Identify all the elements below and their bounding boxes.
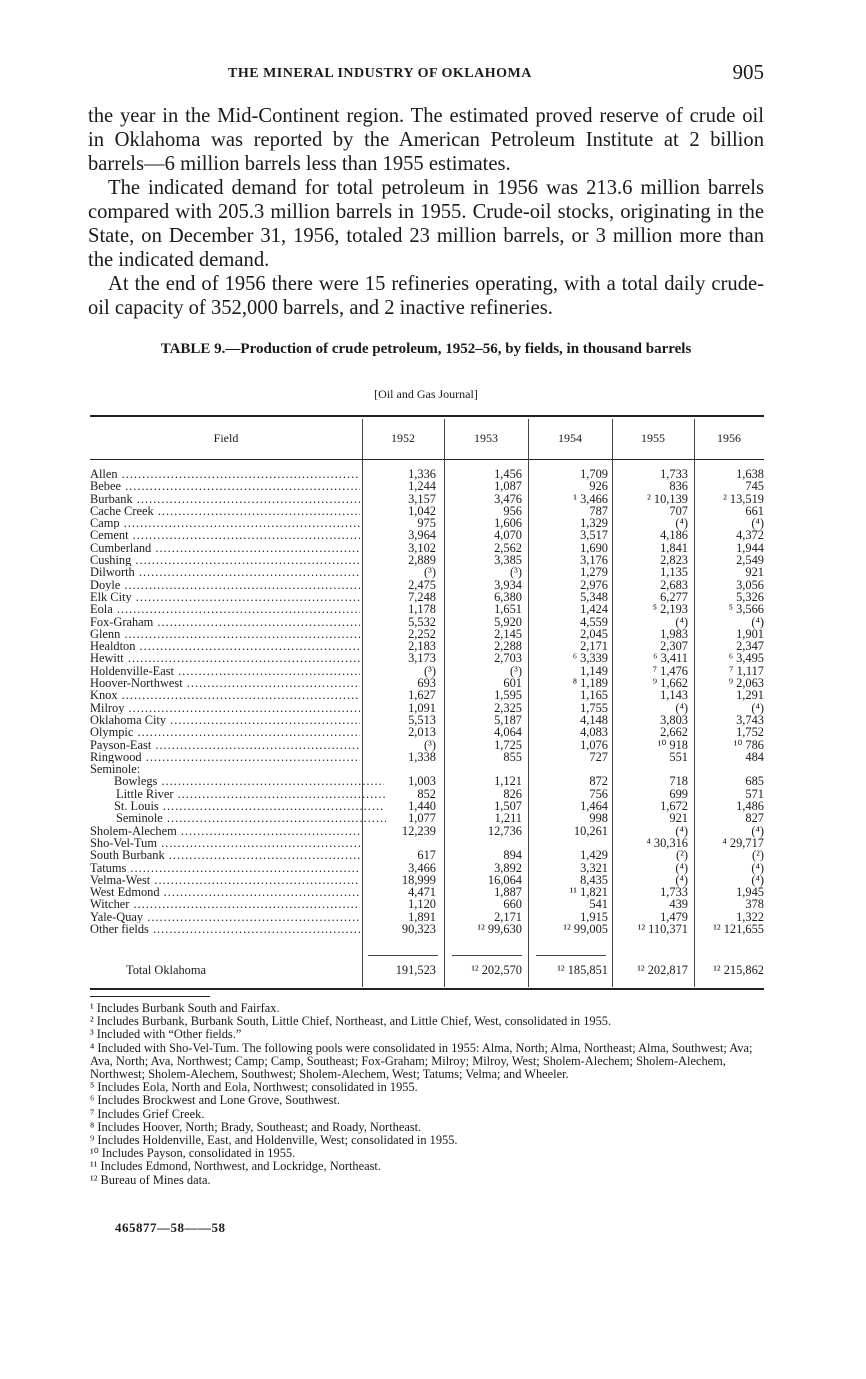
cell-value: 1,755 [580, 700, 608, 715]
field-name: Witcher ..... [90, 898, 360, 910]
cell-value: 699 [669, 786, 688, 801]
cell-value: 1,733 [660, 885, 688, 900]
cell-value: 2,562 [494, 540, 522, 555]
table-row [90, 480, 764, 492]
cell-value: 18,999 [401, 872, 436, 887]
total-1956: ¹² 215,862 [713, 963, 764, 977]
cell-value: 1,690 [580, 540, 608, 555]
cell-value: ¹² 99,630 [477, 921, 522, 936]
cell-value: 1,944 [736, 540, 764, 555]
cell-value: 2,288 [494, 639, 522, 654]
cell-value: 2,823 [660, 553, 688, 568]
cell-value: 5,326 [736, 589, 764, 604]
total-1952: 191,523 [395, 963, 436, 977]
cell-value: 826 [503, 786, 522, 801]
cell-value: 5,513 [408, 712, 436, 727]
cell-value: 836 [669, 479, 688, 494]
column-header-1955: 1955 [641, 431, 665, 445]
cell-value: (³) [424, 663, 436, 678]
field-name: Bowlegs ..... [90, 775, 384, 787]
cell-value: 2,325 [494, 700, 522, 715]
footnote: ¹ Includes Burbank South and Fairfax. [90, 1001, 280, 1015]
field-name: St. Louis ..... [90, 800, 384, 812]
cell-value: 3,056 [736, 577, 764, 592]
total-rule [536, 955, 606, 956]
cell-value: (⁴) [751, 872, 764, 887]
cell-value: 5,348 [580, 589, 608, 604]
cell-value: 1,606 [494, 516, 522, 531]
cell-value: (⁴) [751, 860, 764, 875]
table-top-rule [90, 415, 764, 417]
cell-value: 756 [589, 786, 608, 801]
cell-value: 2,475 [408, 577, 436, 592]
cell-value: 1,709 [580, 467, 608, 481]
cell-value: 2,662 [660, 725, 688, 740]
table-row [90, 812, 764, 824]
field-name: Velma-West ..... [90, 874, 360, 886]
cell-value: 2,976 [580, 577, 608, 592]
cell-value: ² 10,139 [647, 491, 688, 506]
cell-value: 1,244 [408, 479, 436, 494]
field-name: Glenn ..... [90, 628, 360, 640]
field-name: Seminole ..... [90, 812, 386, 824]
cell-value: 3,743 [736, 712, 764, 727]
cell-value: 3,176 [580, 553, 608, 568]
cell-value: 1,891 [408, 909, 436, 924]
cell-value: 1,440 [408, 799, 436, 814]
cell-value: 1,143 [660, 688, 688, 703]
cell-value: ⁹ 2,063 [728, 676, 764, 691]
cell-value: 1,149 [580, 663, 608, 678]
cell-value: 2,889 [408, 553, 436, 568]
column-header-1953: 1953 [474, 431, 498, 445]
cell-value: (³) [424, 565, 436, 580]
cell-value: 1,945 [736, 885, 764, 900]
cell-value: 4,148 [580, 712, 608, 727]
table-title: TABLE 9.—Production of crude petroleum, 1952–56, by fields, in thousand barrels [160, 341, 692, 357]
footnote: ⁵ Includes Eola, North and Eola, Northwest; consolidated in 1955. [90, 1080, 418, 1095]
cell-value: 1,042 [408, 503, 436, 518]
paragraph-1: the year in the Mid-Continent region. The estimated proved reserve of crude oil in Oklahoma was reported by the American Petroleum Institute at 2 billion barrels—6 million barrels less than 1955 estimates. [88, 105, 764, 175]
field-name: Doyle ..... [90, 579, 360, 591]
field-name: Sholem-Alechem ..... [90, 825, 360, 837]
cell-value: 1,672 [660, 799, 688, 814]
page-header [88, 60, 764, 88]
cell-value: (⁴) [675, 823, 688, 838]
field-name: South Burbank ..... [90, 849, 360, 861]
field-name: Yale-Quay ..... [90, 911, 360, 923]
table-row [90, 652, 764, 664]
cell-value: (⁴) [675, 860, 688, 875]
cell-value: ⁶ 3,495 [728, 651, 764, 666]
total-1955: ¹² 202,817 [637, 963, 688, 977]
cell-value: 551 [669, 749, 688, 764]
cell-value: 2,252 [408, 626, 436, 641]
cell-value: 855 [503, 749, 522, 764]
field-name: Other fields ..... [90, 923, 360, 935]
cell-value: 4,186 [660, 528, 688, 543]
table-row [90, 751, 764, 763]
field-name: Little River ..... [90, 788, 386, 800]
table-row [90, 898, 764, 910]
cell-value: 5,920 [494, 614, 522, 629]
cell-value: (⁴) [675, 872, 688, 887]
field-name: West Edmond ..... [90, 886, 360, 898]
field-name: Milroy ..... [90, 702, 360, 714]
cell-value: (³) [510, 565, 522, 580]
cell-value: 1,901 [736, 626, 764, 641]
cell-value: 1,121 [494, 774, 522, 789]
cell-value: 1,752 [736, 725, 764, 740]
cell-value: ⁶ 3,411 [653, 651, 688, 666]
cell-value: ¹ 3,466 [573, 491, 608, 506]
column-header-1954: 1954 [558, 431, 582, 445]
paragraph-2: The indicated demand for total petroleum in 1956 was 213.6 million barrels compared with 205.3 million barrels in 1955. Crude-oil stocks, originating in the State, on December 31, 1956, totaled 23 million barrels, or 3 million more than the indicated demand. [88, 177, 764, 271]
column-header-1952: 1952 [391, 431, 415, 445]
footnote: ¹¹ Includes Edmond, Northwest, and Lockridge, Northeast. [90, 1159, 381, 1174]
cell-value: 3,517 [580, 528, 608, 543]
field-name: Tatums ..... [90, 862, 360, 874]
cell-value: 745 [745, 479, 764, 494]
cell-value: 787 [589, 503, 608, 518]
cell-value: 2,013 [408, 725, 436, 740]
cell-value: 12,239 [401, 823, 436, 838]
cell-value: (⁴) [751, 700, 764, 715]
cell-value: 921 [669, 811, 688, 826]
footnote: ¹² Bureau of Mines data. [90, 1172, 211, 1187]
production-table [90, 415, 764, 993]
field-name: Ringwood ..... [90, 751, 360, 763]
cell-value: 2,703 [494, 651, 522, 666]
table-row [90, 775, 764, 787]
column-header-field: Field [213, 431, 239, 445]
cell-value: ¹¹ 1,821 [569, 885, 608, 900]
field-name: Sho-Vel-Tum ..... [90, 837, 360, 849]
cell-value: 3,803 [660, 712, 688, 727]
cell-value: 2,171 [494, 909, 522, 924]
cell-value: 1,479 [660, 909, 688, 924]
field-name: Cement ..... [90, 529, 360, 541]
cell-value: 1,279 [580, 565, 608, 580]
cell-value: 1,211 [494, 811, 522, 826]
cell-value: (⁴) [751, 516, 764, 531]
cell-value: ⁴ 29,717 [722, 835, 764, 850]
cell-value: (⁴) [675, 614, 688, 629]
cell-value: 2,045 [580, 626, 608, 641]
cell-value: 6,277 [660, 589, 688, 604]
field-name: Camp ..... [90, 517, 360, 529]
field-name: Hewitt ..... [90, 652, 360, 664]
cell-value: ⁶ 3,339 [572, 651, 608, 666]
cell-value: 617 [417, 848, 436, 863]
cell-value: 541 [589, 897, 608, 912]
cell-value: ⁵ 3,566 [728, 602, 764, 617]
footnote: ⁴ Included with Sho-Vel-Tum. The following pools were consolidated in 1955: Alma, North; Alma, Northeast; Alma, Southwest; Ava; Ava, North; Ava, Northwest; Camp; Camp, Southeast; Fox-Graham; Milroy; Milroy, West; Sholem-Alechem; Sholem-Alechem, Northwest; Sholem-Alechem, Southwest; Sholem-Alechem, West; Tatums; Velma; and Wheeler. [90, 1040, 753, 1082]
field-name: Payson-East ..... [90, 739, 360, 751]
field-name: Elk City ..... [90, 591, 360, 603]
cell-value: 2,683 [660, 577, 688, 592]
cell-value: 4,372 [736, 528, 764, 543]
cell-value: 439 [669, 897, 688, 912]
cell-value: 1,077 [408, 811, 436, 826]
cell-value: 1,429 [580, 848, 608, 863]
table-row [90, 603, 764, 615]
field-name: Eola ..... [90, 603, 360, 615]
field-name: Fox-Graham ..... [90, 616, 360, 628]
cell-value: 1,464 [580, 799, 608, 814]
paragraph-3: At the end of 1956 there were 15 refineries operating, with a total daily crude-oil capacity of 352,000 barrels, and 2 inactive refineries. [88, 273, 764, 319]
cell-value: 926 [589, 479, 608, 494]
cell-value: 4,064 [494, 725, 522, 740]
print-code: 465877—58——58 [115, 1220, 226, 1235]
cell-value: 16,064 [487, 872, 522, 887]
cell-value: 10,261 [573, 823, 608, 838]
cell-value: 3,892 [494, 860, 522, 875]
cell-value: 5,187 [494, 712, 522, 727]
cell-value: 4,070 [494, 528, 522, 543]
cell-value: (⁴) [751, 823, 764, 838]
cell-value: 2,307 [660, 639, 688, 654]
cell-value: 872 [589, 774, 608, 789]
table-row [90, 726, 764, 738]
cell-value: 571 [745, 786, 764, 801]
cell-value: (⁴) [675, 700, 688, 715]
cell-value: 2,171 [580, 639, 608, 654]
cell-value: 378 [745, 897, 764, 912]
cell-value: 1,486 [736, 799, 764, 814]
table-row [90, 689, 764, 701]
cell-value: 1,887 [494, 885, 522, 900]
table-row [90, 616, 764, 628]
table-header-rule [90, 459, 764, 460]
cell-value: 1,627 [408, 688, 436, 703]
page-number: 905 [732, 60, 764, 84]
cell-value: 685 [745, 774, 764, 789]
cell-value: ⁷ 1,117 [729, 663, 764, 678]
cell-value: 1,091 [408, 700, 436, 715]
cell-value: 1,651 [494, 602, 522, 617]
cell-value: 3,934 [494, 577, 522, 592]
cell-value: 12,736 [487, 823, 522, 838]
footnote: ³ Included with “Other fields.” [90, 1027, 242, 1042]
cell-value: 1,087 [494, 479, 522, 494]
total-1953: ¹² 202,570 [471, 963, 522, 977]
cell-value: 1,329 [580, 516, 608, 531]
cell-value: 1,456 [494, 467, 522, 481]
cell-value: 3,476 [494, 491, 522, 506]
field-name: Cushing ..... [90, 554, 360, 566]
cell-value: (²) [676, 848, 688, 863]
cell-value: 484 [745, 749, 764, 764]
cell-value: 693 [417, 676, 436, 691]
cell-value: 6,380 [494, 589, 522, 604]
footnote: ¹⁰ Includes Payson, consolidated in 1955. [90, 1146, 296, 1161]
cell-value: 5,532 [408, 614, 436, 629]
cell-value: 1,725 [494, 737, 522, 752]
cell-value: 894 [503, 848, 522, 863]
cell-value: 707 [669, 503, 688, 518]
cell-value: 3,321 [580, 860, 608, 875]
cell-value: ⁵ 2,193 [652, 602, 688, 617]
cell-value: 827 [745, 811, 764, 826]
field-name: Burbank ..... [90, 493, 360, 505]
field-name: Knox ..... [90, 689, 360, 701]
cell-value: 975 [417, 516, 436, 531]
cell-value: 1,733 [660, 467, 688, 481]
footnote: ⁸ Includes Hoover, North; Brady, Southeast; and Roady, Northeast. [90, 1119, 422, 1134]
cell-value: 3,964 [408, 528, 436, 543]
running-title: THE MINERAL INDUSTRY OF OKLAHOMA [228, 66, 532, 81]
table-row [90, 923, 764, 935]
column-header-1956: 1956 [717, 431, 741, 445]
cell-value: 1,338 [408, 749, 436, 764]
cell-value: 1,507 [494, 799, 522, 814]
field-name: Bebee ..... [90, 480, 360, 492]
cell-value: (²) [752, 848, 764, 863]
cell-value: ¹² 121,655 [713, 921, 764, 936]
cell-value: ¹² 110,371 [637, 921, 688, 936]
table-row [90, 849, 764, 861]
field-name: Holdenville-East ..... [90, 665, 360, 677]
table-body [90, 468, 764, 935]
table-bottom-rule [90, 988, 764, 990]
cell-value: 1,322 [736, 909, 764, 924]
field-name: Allen ..... [90, 468, 360, 480]
cell-value: 1,595 [494, 688, 522, 703]
cell-value: 1,424 [580, 602, 608, 617]
cell-value: 1,915 [580, 909, 608, 924]
cell-value: ⁷ 1,476 [652, 663, 688, 678]
cell-value: 718 [669, 774, 688, 789]
cell-value: (³) [424, 737, 436, 752]
cell-value: 1,120 [408, 897, 436, 912]
cell-value: ⁸ 1,189 [572, 676, 608, 691]
cell-value: 90,323 [401, 921, 436, 936]
cell-value: 8,435 [580, 872, 608, 887]
cell-value: 660 [503, 897, 522, 912]
field-name: Oklahoma City ..... [90, 714, 360, 726]
footnote-rule [90, 996, 210, 997]
cell-value: 1,178 [408, 602, 436, 617]
cell-value: 1,003 [408, 774, 436, 789]
table-source: [Oil and Gas Journal] [374, 387, 478, 401]
cell-value: 921 [745, 565, 764, 580]
footnote: ⁹ Includes Holdenville, East, and Holdenville, West; consolidated in 1955. [90, 1133, 458, 1148]
field-name: Dilworth ..... [90, 566, 360, 578]
cell-value: 1,638 [736, 467, 764, 481]
cell-value: 1,135 [660, 565, 688, 580]
total-rule [368, 955, 438, 956]
field-name: Cache Creek ..... [90, 505, 360, 517]
cell-value: 1,165 [580, 688, 608, 703]
cell-value: 998 [589, 811, 608, 826]
table-row [90, 566, 764, 578]
total-label: Total Oklahoma [126, 963, 206, 977]
total-rule [452, 955, 522, 956]
cell-value: 7,248 [408, 589, 436, 604]
cell-value: 2,145 [494, 626, 522, 641]
table-row [90, 739, 764, 751]
cell-value: ⁴ 30,316 [646, 835, 688, 850]
cell-value: 3,157 [408, 491, 436, 506]
body-text [88, 104, 764, 320]
field-name: Hoover-Northwest ..... [90, 677, 360, 689]
cell-value: 1,076 [580, 737, 608, 752]
cell-value: ¹⁰ 918 [657, 737, 688, 752]
field-name: Olympic ..... [90, 726, 360, 738]
field-name: Healdton ..... [90, 640, 360, 652]
cell-value: 956 [503, 503, 522, 518]
footnote: ² Includes Burbank, Burbank South, Little Chief, Northeast, and Little Chief, West, consolidated in 1955. [90, 1014, 612, 1029]
table-row [90, 529, 764, 541]
footnote: ⁷ Includes Grief Creek. [90, 1106, 205, 1121]
cell-value: 1,336 [408, 467, 436, 481]
cell-value: 2,549 [736, 553, 764, 568]
footnotes [90, 1002, 766, 1187]
cell-value: 4,471 [408, 885, 436, 900]
cell-value: (⁴) [675, 516, 688, 531]
cell-value: 2,183 [408, 639, 436, 654]
cell-value: ¹⁰ 786 [733, 737, 764, 752]
field-name: Cumberland ..... [90, 542, 360, 554]
cell-value: ¹² 99,005 [563, 921, 608, 936]
cell-value: (³) [510, 663, 522, 678]
cell-value: ² 13,519 [723, 491, 764, 506]
cell-value: (⁴) [751, 614, 764, 629]
cell-value: ⁹ 1,662 [652, 676, 688, 691]
cell-value: 2,347 [736, 639, 764, 654]
cell-value: 4,083 [580, 725, 608, 740]
cell-value: 1,983 [660, 626, 688, 641]
cell-value: 1,841 [660, 540, 688, 555]
table-row [90, 862, 764, 874]
cell-value: 852 [417, 786, 436, 801]
cell-value: 3,102 [408, 540, 436, 555]
cell-value: 3,385 [494, 553, 522, 568]
total-1954: ¹² 185,851 [557, 963, 608, 977]
cell-value: 4,559 [580, 614, 608, 629]
footnote: ⁶ Includes Brockwest and Lone Grove, Southwest. [90, 1093, 341, 1108]
cell-value: 1,291 [736, 688, 764, 703]
total-row [90, 963, 764, 977]
field-name: Seminole: [90, 763, 141, 776]
cell-value: 661 [745, 503, 764, 518]
cell-value: 727 [589, 749, 608, 764]
cell-value: 601 [503, 676, 522, 691]
cell-value: 3,466 [408, 860, 436, 875]
cell-value: 3,173 [408, 651, 436, 666]
